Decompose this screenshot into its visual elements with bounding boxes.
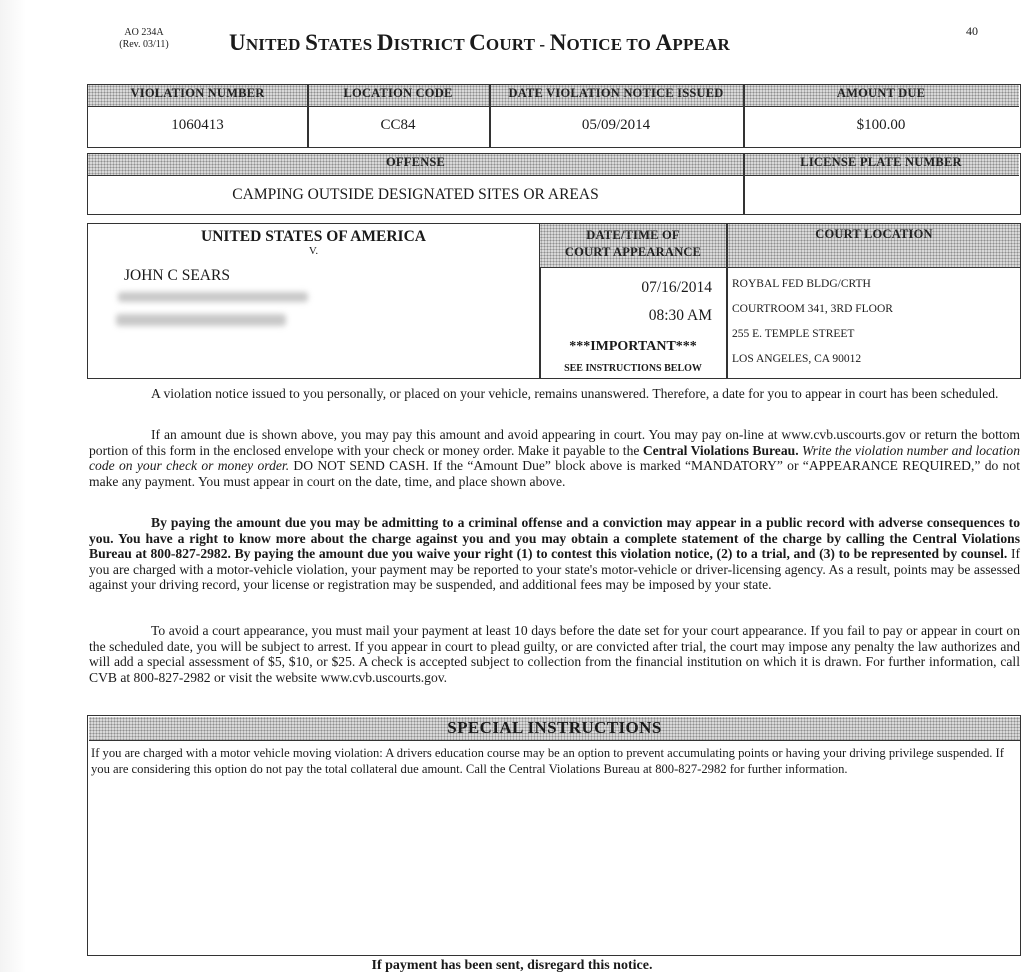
location-code-header: LOCATION CODE bbox=[307, 85, 489, 107]
important-notice: ***IMPORTANT*** bbox=[569, 339, 697, 354]
divider bbox=[743, 154, 745, 214]
title-part: A bbox=[655, 30, 673, 55]
scan-edge bbox=[0, 0, 26, 972]
paragraph-unanswered bbox=[89, 386, 1020, 402]
title-part: C bbox=[469, 30, 486, 55]
defendant-name: JOHN C SEARS bbox=[124, 267, 230, 284]
amount-due-header: AMOUNT DUE bbox=[743, 85, 1019, 107]
appearance-date: 07/16/2014 bbox=[641, 279, 712, 296]
divider bbox=[307, 85, 309, 147]
title-part: S bbox=[305, 30, 319, 55]
form-revision: (Rev. 03/11) bbox=[119, 39, 169, 50]
violation-number-value: 1060413 bbox=[171, 117, 224, 133]
page-title bbox=[229, 30, 730, 56]
date-issued-header: DATE VIOLATION NOTICE ISSUED bbox=[489, 85, 743, 107]
license-plate-header: LICENSE PLATE NUMBER bbox=[743, 154, 1019, 176]
paragraph-bold-text: Central Violations Bureau. bbox=[642, 442, 799, 458]
court-location-line: COURTROOM 341, 3RD FLOOR bbox=[732, 303, 893, 315]
paragraph-text: If an amount due is shown above, you may pay this amount and avoid appearing in court. You may pay on-line at www.cvb.uscourts.gov or return the bottom portion of this form in the enclosed envelope with your check or money order. Make it payable to the bbox=[89, 427, 1020, 458]
title-part: PPEAR bbox=[672, 35, 731, 54]
offense-table bbox=[87, 153, 1021, 215]
footer-note: If payment has been sent, disregard this notice. bbox=[371, 958, 653, 973]
case-box bbox=[87, 223, 1021, 379]
title-part: N bbox=[549, 30, 567, 55]
amount-due-value: $100.00 bbox=[856, 117, 906, 133]
paragraph-text: A violation notice issued to you personally, or placed on your vehicle, remains unanswered. Therefore, a date for you to appear in court has been scheduled. bbox=[151, 386, 999, 401]
paragraph-text: If you are charged with a motor-vehicle violation, your payment may be reported to your state's motor-vehicle or driver-licensing agency. As a result, points may be assessed against your driving record, your license or registration may be suspended, and additional fees may be imposed by your state. bbox=[89, 546, 1021, 592]
versus: V. bbox=[308, 245, 319, 257]
title-part: D bbox=[376, 30, 394, 55]
appearance-label-line2: COURT APPEARANCE bbox=[564, 245, 702, 259]
paragraph-payment bbox=[89, 427, 1020, 489]
plaintiff: UNITED STATES OF AMERICA bbox=[201, 228, 426, 245]
court-location-line: LOS ANGELES, CA 90012 bbox=[732, 353, 862, 365]
title-part: ISTRICT bbox=[393, 35, 470, 54]
offense-value: CAMPING OUTSIDE DESIGNATED SITES OR AREAS bbox=[232, 186, 599, 203]
offense-header: OFFENSE bbox=[88, 154, 743, 176]
appearance-label-line1: DATE/TIME OF bbox=[586, 228, 680, 242]
redacted-address-1 bbox=[118, 292, 308, 302]
title-part: U bbox=[229, 30, 246, 55]
special-instructions-title: SPECIAL INSTRUCTIONS bbox=[89, 717, 1020, 741]
court-appearance-header bbox=[540, 224, 726, 268]
violation-number-header: VIOLATION NUMBER bbox=[88, 85, 307, 107]
divider bbox=[489, 85, 491, 147]
appearance-time: 08:30 AM bbox=[648, 307, 712, 324]
violation-table bbox=[87, 84, 1021, 148]
see-instructions: SEE INSTRUCTIONS BELOW bbox=[564, 363, 702, 374]
divider bbox=[743, 85, 745, 147]
title-part: OURT - bbox=[485, 35, 550, 54]
form-code bbox=[112, 27, 176, 51]
form-number: AO 234A bbox=[124, 27, 164, 38]
title-part: OTICE TO bbox=[566, 35, 656, 54]
paragraph-consequences bbox=[89, 515, 1020, 593]
paragraph-text: To avoid a court appearance, you must mail your payment at least 10 days before the date set for your court appearance. If you fail to pay or appear in court on the scheduled date, you will be subject to arrest. If you appear in court to plead guilty, or are convicted after trial, the court may impose any penalty the law authorizes and will add a special assessment of $5, $10, or $25. A check is accepted subject to collection from the financial institution on which it is drawn. For further information, call CVB at 800-827-2982 or visit the website www.cvb.uscourts.gov. bbox=[89, 623, 1020, 685]
paragraph-bold-text: By paying the amount due you may be admitting to a criminal offense and a conviction may appear in a public record with adverse consequences to you. You have a right to know more about the charge against you and you may obtain a complete statement of the charge by calling the Central Violations Bureau at 800-827-2982. By paying the amount due you waive your right (1) to contest this violation notice, (2) to a trial, and (3) to be represented by counsel. bbox=[89, 515, 1020, 561]
court-location-line: ROYBAL FED BLDG/CRTH bbox=[732, 278, 871, 290]
court-location-header: COURT LOCATION bbox=[728, 224, 1020, 268]
paragraph-avoid-appearance bbox=[89, 623, 1020, 685]
page-number: 40 bbox=[966, 24, 978, 38]
paragraph-text: DO NOT SEND CASH. If the “Amount Due” block above is marked “MANDATORY” or “APPEARANCE REQUIRED,” do not make any payment. You must appear in court on the date, time, and place shown above. bbox=[89, 458, 1020, 489]
title-part: TATES bbox=[318, 35, 377, 54]
paragraph-italic-text: Write the violation number and location code on your check or money order. bbox=[89, 442, 1020, 473]
location-code-value: CC84 bbox=[380, 117, 416, 133]
date-issued-value: 05/09/2014 bbox=[581, 117, 651, 133]
title-part: NITED bbox=[245, 35, 306, 54]
court-location-line: 255 E. TEMPLE STREET bbox=[732, 328, 855, 340]
redacted-address-2 bbox=[116, 314, 286, 326]
special-instructions-text: If you are charged with a motor vehicle moving violation: A drivers education course may be an option to prevent accumulating points or having your driving privilege suspended. If you are considering this option do not pay the total collateral due amount. Call the Central Violations Bureau at 800-827-2982 for further information. bbox=[91, 746, 1004, 776]
